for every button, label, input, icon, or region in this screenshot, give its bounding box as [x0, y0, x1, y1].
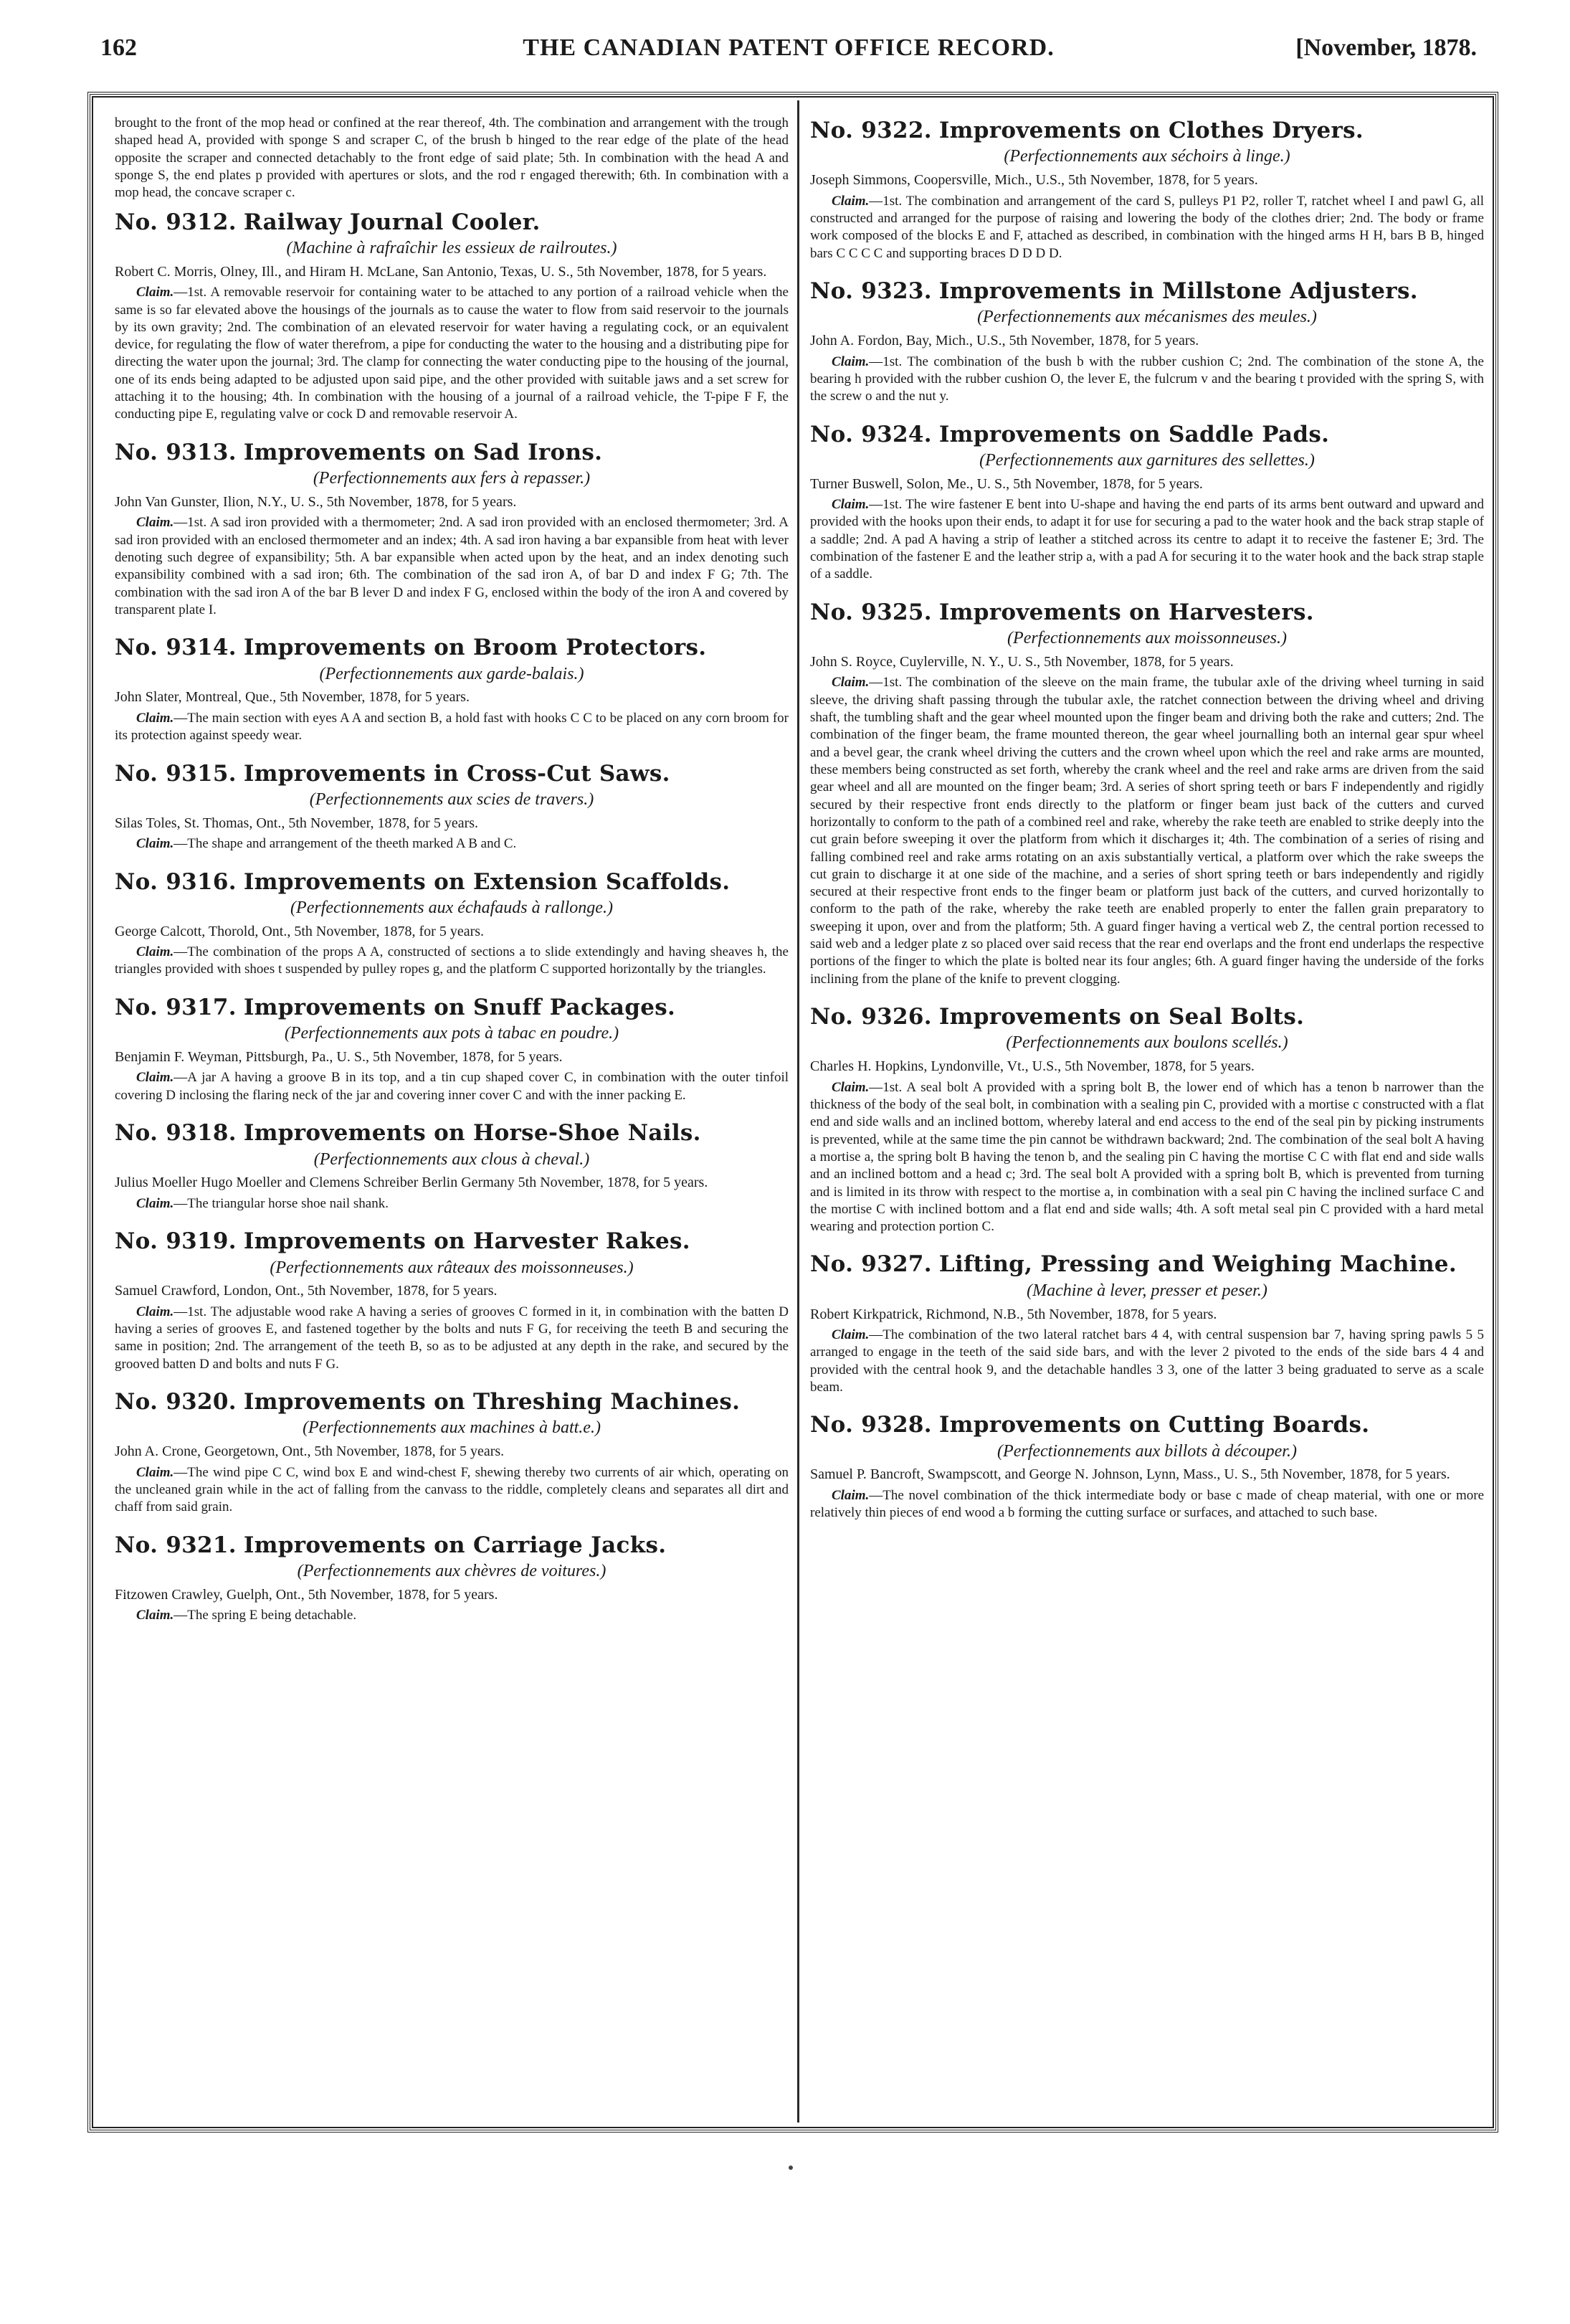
patent-title-text: Improvements on Broom Protectors. — [243, 635, 707, 661]
patent-claim — [810, 1327, 1484, 1396]
patent-claim — [115, 944, 789, 979]
patent-number: No. 9318. — [115, 1120, 237, 1147]
claim-label: Claim. — [832, 497, 870, 513]
patent-entry — [115, 636, 789, 744]
publication-title: THE CANADIAN PATENT OFFICE RECORD. — [523, 34, 1055, 61]
left-column — [115, 115, 789, 2108]
patent-inventor: Charles H. Hopkins, Lyndonville, Vt., U.S., 5th November, 1878, for 5 years. — [810, 1058, 1255, 1075]
patent-french-title: (Perfectionnements aux pots à tabac en poudre.) — [284, 1024, 619, 1043]
patent-title-text: Improvements in Cross-Cut Saws. — [243, 760, 670, 787]
footer-mark — [789, 2166, 793, 2170]
patent-number: No. 9323. — [810, 278, 932, 304]
claim-label: Claim. — [136, 1070, 174, 1086]
patent-title-text: Improvements on Sad Irons. — [243, 439, 603, 465]
patent-number: No. 9315. — [115, 760, 237, 787]
patent-claim — [115, 710, 789, 745]
right-column — [810, 115, 1484, 2108]
patent-inventor: John A. Crone, Georgetown, Ont., 5th November, 1878, for 5 years. — [115, 1443, 505, 1459]
patent-title — [810, 423, 1484, 447]
patent-inventor: Robert C. Morris, Olney, Ill., and Hiram H. McLane, San Antonio, Texas, U. S., 5th November, 1878, for 5 years. — [115, 263, 767, 280]
patent-title — [115, 636, 789, 660]
claim-text: —1st. A sad iron provided with a thermometer; 2nd. A sad iron provided with an enclosed thermometer; 3rd. A sad iron provided with an enclosed thermometer and an index; 4th. A sad iron having a bar expansible from heat with lever denoting such degree of expansibility; 5th. A bar expansible when acted upon by the heat, and an index denoting such expansibility combined with a sad iron; 6th. The combination of the sad iron A, of bar D and index F G; 7th. The combination with the sad iron A of the bar B lever D and index F G, enclosed within the body of the iron A and covered by transparent plate I. — [115, 515, 789, 617]
patent-title-text: Improvements on Seal Bolts. — [938, 1004, 1305, 1030]
patent-number: No. 9314. — [115, 635, 237, 661]
patent-inventor: Benjamin F. Weyman, Pittsburgh, Pa., U. S., 5th November, 1878, for 5 years. — [115, 1048, 563, 1065]
patent-title-text: Improvements on Harvesters. — [938, 599, 1314, 625]
patent-title-text: Improvements on Harvester Rakes. — [243, 1228, 690, 1255]
patent-claim — [115, 514, 789, 619]
claim-label: Claim. — [832, 1488, 870, 1504]
patent-inventor: John Slater, Montreal, Que., 5th November, 1878, for 5 years. — [115, 689, 470, 706]
patent-title-text: Improvements on Extension Scaffolds. — [243, 868, 731, 895]
patent-inventor: Robert Kirkpatrick, Richmond, N.B., 5th November, 1878, for 5 years. — [810, 1306, 1217, 1322]
patent-title — [115, 762, 789, 786]
claim-text: —1st. The combination and arrangement of the card S, pulleys P1 P2, roller T, ratchet wheel I and pawl G, all constructed and arranged for the purpose of raising and lowering the body of the clothes drier; 2nd. The body or frame work composed of the blocks E and F, attached as described, in combination with the hinged arms H H, bars B B, hinged bars C C C C and supporting braces D D D D. — [810, 193, 1484, 261]
patent-title — [115, 996, 789, 1020]
claim-text: —The spring E being detachable. — [173, 1608, 357, 1623]
patent-number: No. 9324. — [810, 421, 932, 447]
patent-claim — [115, 1195, 789, 1213]
patent-inventor: Silas Toles, St. Thomas, Ont., 5th November, 1878, for 5 years. — [115, 815, 479, 831]
patent-french-title: (Perfectionnements aux garde-balais.) — [319, 664, 584, 683]
patent-title — [115, 868, 789, 895]
patent-entry — [115, 441, 789, 620]
patent-title-text: Improvements in Millstone Adjusters. — [938, 278, 1418, 304]
patent-title-text: Improvements on Snuff Packages. — [243, 994, 676, 1020]
patent-entry — [115, 868, 789, 979]
patent-french-title: (Machine à rafraîchir les essieux de railroutes.) — [286, 239, 617, 258]
claim-text: —1st. The adjustable wood rake A having a series of grooves C formed in it, in combination with the batten D having a series of grooves E, and fastened together by the bolts and nuts F G, for receiving the teeth B and securing the same in position; 2nd. The arrangement of the teeth B, so as to be adjusted at any depth in the rake, and secured by the grooved batten D and bolts and nuts F G. — [115, 1304, 789, 1372]
claim-label: Claim. — [136, 1304, 174, 1319]
patent-inventor: Samuel P. Bancroft, Swampscott, and George N. Johnson, Lynn, Mass., U. S., 5th November, 1878, for 5 years. — [810, 1466, 1450, 1483]
claim-label: Claim. — [136, 515, 174, 531]
patent-entry — [115, 1534, 789, 1625]
patent-entry — [115, 762, 789, 853]
patent-entry — [810, 1005, 1484, 1235]
claim-label: Claim. — [136, 836, 174, 852]
patent-number: No. 9325. — [810, 599, 932, 625]
claim-text: —1st. The combination of the bush b with the rubber cushion C; 2nd. The combination of the stone A, the bearing h provided with the rubber cushion O, the lever E, the fulcrum v and the bearing t provided with the spring S, with the screw o and the nut y. — [810, 354, 1484, 404]
patent-number: No. 9327. — [810, 1251, 932, 1278]
claim-text: —The combination of the props A A, constructed of sections a to slide extendingly and having sheaves h, the triangles provided with shoes t suspended by pulley ropes g, and the platform C supported horizontally by the triangles. — [115, 944, 789, 977]
patent-entry — [810, 1413, 1484, 1522]
patent-number: No. 9312. — [115, 209, 237, 235]
patent-title-text: Improvements on Clothes Dryers. — [938, 118, 1364, 143]
patent-entry — [810, 601, 1484, 988]
patent-claim — [810, 674, 1484, 988]
claim-text: —The triangular horse shoe nail shank. — [173, 1195, 389, 1211]
patent-claim — [115, 1607, 789, 1624]
patent-title — [810, 1005, 1484, 1029]
patent-claim — [115, 1304, 789, 1373]
patent-title — [115, 1390, 789, 1414]
patent-inventor: Julius Moeller Hugo Moeller and Clemens Schreiber Berlin Germany 5th November, 1878, for 5 years. — [115, 1175, 708, 1191]
patent-inventor: Joseph Simmons, Coopersville, Mich., U.S., 5th November, 1878, for 5 years. — [810, 172, 1258, 189]
patent-french-title: (Perfectionnements aux mécanismes des meules.) — [977, 308, 1317, 327]
patent-french-title: (Perfectionnements aux râteaux des moissonneuses.) — [270, 1258, 634, 1277]
claim-label: Claim. — [832, 1079, 870, 1095]
patent-number: No. 9316. — [115, 868, 237, 895]
patent-title — [810, 1253, 1484, 1276]
patent-inventor: John Van Gunster, Ilion, N.Y., U. S., 5th November, 1878, for 5 years. — [115, 493, 517, 510]
patent-claim — [810, 1079, 1484, 1236]
patent-title-text: Improvements on Horse-Shoe Nails. — [243, 1120, 701, 1147]
claim-text: —A jar A having a groove B in its top, and a tin cup shaped cover C, in combination with the outer tinfoil covering D inclosing the flaring neck of the jar and covering inner cover C and with the inner packing E. — [115, 1070, 789, 1103]
patent-french-title: (Perfectionnements aux fers à repasser.) — [313, 469, 591, 488]
patent-inventor: Turner Buswell, Solon, Me., U. S., 5th November, 1878, for 5 years. — [810, 475, 1203, 492]
patent-title-text: Improvements on Threshing Machines. — [243, 1388, 741, 1415]
page-number: 162 — [100, 34, 137, 61]
claim-label: Claim. — [136, 944, 174, 960]
patent-claim — [115, 1069, 789, 1104]
patent-entry — [810, 119, 1484, 262]
patent-entry — [115, 1390, 789, 1517]
patent-title — [115, 441, 789, 465]
patent-title — [810, 1413, 1484, 1437]
patent-claim — [810, 354, 1484, 406]
claim-text: —The shape and arrangement of the theeth marked A B and C. — [173, 836, 517, 852]
issue-date: [November, 1878. — [1295, 34, 1477, 61]
patent-title — [115, 1534, 789, 1557]
patent-title — [810, 280, 1484, 303]
patent-claim — [115, 1464, 789, 1517]
claim-text: —1st. The combination of the sleeve on the main frame, the tubular axle of the driving wheel turning in said sleeve, the driving shaft passing through the tubular axle, the ratchet connection between the driving wheel and driving shaft, the tumbling shaft and the gear wheel mounted upon the finger beam and driving both the rake and cutters; 2nd. The combination of the finger beam, the frame mounted thereon, the gear wheel journalling both an internal gear spur wheel and a bevel gear, the crank wheel driving the cutters and the crown wheel upon which the reel and rake arms are mounted, these members being constructed as set forth, whereby the crank wheel and the reel and rake arms are driven from the said gear wheel and all are mounted on the finger beam; 3rd. A series of short spring teeth or bars F independently and rigidly secured by their respective front ends directly to the platform or finger beam just back of the cutters and curved horizontally to conform to the path of a combined reel and rake, whereby the rake teeth are enabled to strike deeply into the cut grain before sweeping it over the platform from which it discharges it; 4th. The combination of a series of rising and falling combined reel and rake arms rotating on an axis substantially vertical, a platform over which the rake sweeps the cut grain to discharge it at one side of the machine, and a series of short spring teeth or bars independently and rigidly secured at their respective front ends to the finger beam or platform just back of the cutters, and curved horizontally to conform to the path of the rake, whereby the rake teeth are enabled properly to enter the fallen grain preparatory to sweeping it upon, over and from the platform; 5th. A guard finger having a vertical web Z, the central portion recessed to said web and a ledger plate z so placed over said recess that the rear end overlaps and the front end underlaps the respective portions of the finger to which the plate is bolted near its four angles; 6th. A guard finger having the underside of the forks inclining from the plane of the knife to prevent clogging. — [810, 675, 1484, 987]
patent-claim — [810, 1487, 1484, 1522]
patent-title — [115, 1121, 789, 1145]
claim-label: Claim. — [832, 1327, 870, 1343]
claim-text: —The combination of the two lateral ratchet bars 4 4, with central suspension bar 7, having spring pawls 5 5 arranged to engage in the teeth of the said side bars, and with the lever 2 pivoted to the ends of the side bars 4 4 and provided with the central hook 9, and the detachable handles 3 3, one of the latter 3 being graduated to serve as a scale beam. — [810, 1327, 1484, 1395]
patent-french-title: (Perfectionnements aux billots à découper.) — [997, 1441, 1297, 1461]
patent-inventor: John S. Royce, Cuylerville, N. Y., U. S., 5th November, 1878, for 5 years. — [810, 653, 1234, 670]
patent-number: No. 9328. — [810, 1412, 932, 1438]
patent-entry — [115, 1121, 789, 1213]
patent-french-title: (Perfectionnements aux chèvres de voitures.) — [297, 1562, 606, 1580]
page-header — [100, 34, 1477, 80]
claim-label: Claim. — [136, 1608, 174, 1623]
claim-label: Claim. — [136, 710, 174, 726]
patent-french-title: (Perfectionnements aux garnitures des sellettes.) — [979, 450, 1315, 470]
claim-text: —1st. The wire fastener E bent into U-shape and having the end parts of its arms bent outward and upward and provided with the hooks upon their ends, to adapt it for use for securing a pad to the water hook and the back strap staple of a saddle; 2nd. A pad A having a strip of leather a stitched across its centre to adapt it to receive the fastener E; 3rd. The combination of the fastener E and the leather strip a, with a pad A for securing it to the water hook and the back strap staple of a saddle. — [810, 497, 1484, 582]
column-divider — [797, 100, 799, 2123]
patent-number: No. 9326. — [810, 1004, 932, 1030]
patent-title — [115, 1230, 789, 1253]
patent-title — [810, 601, 1484, 625]
claim-label: Claim. — [832, 193, 870, 209]
patent-inventor: Samuel Crawford, London, Ont., 5th November, 1878, for 5 years. — [115, 1283, 498, 1299]
claim-text: —1st. A seal bolt A provided with a spring bolt B, the lower end of which has a tenon b narrower than the thickness of the body of the seal bolt, in combination with a sealing pin C, provided with a mortise c constructed with a flat end and side walls and an inclined bottom, whereby lateral and end access to the end of the seal pin by picking instruments is prevented, while at the same time the pin cannot be withdrawn backward; 2nd. The combination of the seal bolt A having a mortise a, the spring bolt B having the tenon b, and the sealing pin C having the mortise C C with flat end and side walls and an inclined bottom and a head c; 3rd. The seal bolt A provided with a spring bolt B, which is prevented from turning and is limited in its throw with respect to the mortise a, in combination with a seal pin C having the inclined surface C and the mortise C with inclined bottom and a flat end and side walls; 4th. A soft metal seal pin C provided with a hard metal wearing and protection portion C. — [810, 1079, 1484, 1235]
patent-inventor: Fitzowen Crawley, Guelph, Ont., 5th November, 1878, for 5 years. — [115, 1586, 498, 1603]
patent-number: No. 9317. — [115, 994, 237, 1020]
patent-inventor: George Calcott, Thorold, Ont., 5th November, 1878, for 5 years. — [115, 923, 485, 939]
patent-french-title: (Perfectionnements aux boulons scellés.) — [1006, 1033, 1288, 1053]
patent-claim — [115, 835, 789, 853]
patent-title — [115, 211, 789, 234]
patent-number: No. 9322. — [810, 118, 932, 143]
patent-title-text: Improvements on Saddle Pads. — [938, 421, 1330, 447]
patent-entry — [810, 1253, 1484, 1396]
patent-french-title: (Perfectionnements aux clous à cheval.) — [313, 1149, 590, 1169]
patent-title — [810, 119, 1484, 143]
claim-label: Claim. — [136, 1464, 174, 1480]
patent-french-title: (Perfectionnements aux séchoirs à linge.) — [1004, 147, 1290, 166]
patent-french-title: (Machine à lever, presser et peser.) — [1027, 1281, 1267, 1300]
patent-french-title: (Perfectionnements aux moissonneuses.) — [1007, 629, 1287, 648]
patent-title-text: Improvements on Carriage Jacks. — [243, 1532, 667, 1558]
patent-claim — [810, 193, 1484, 262]
patent-title-text: Lifting, Pressing and Weighing Machine. — [938, 1251, 1457, 1278]
patent-french-title: (Perfectionnements aux scies de travers.) — [309, 790, 594, 809]
patent-number: No. 9313. — [115, 439, 237, 465]
patent-claim — [810, 496, 1484, 584]
claim-text: —The novel combination of the thick intermediate body or base c made of cheap material, with one or more relatively thin pieces of end wood a b forming the cutting surface or surfaces, and attached to such base. — [810, 1488, 1484, 1521]
patent-claim — [115, 284, 789, 424]
claim-label: Claim. — [136, 285, 174, 300]
patent-title-text: Improvements on Cutting Boards. — [938, 1412, 1370, 1438]
patent-entry — [115, 211, 789, 424]
patent-entry — [115, 996, 789, 1104]
claim-text: —1st. A removable reservoir for containing water to be attached to any portion of a railroad vehicle when the same is so far elevated above the housings of the journals as to cause the water to flow from said reservoir to the journals by its own gravity; 2nd. The combination of an elevated reservoir for water having a regulating cock, or an equivalent device, for regulating the flow of water therefrom, a pipe for conducting the water to the housing and a distributing pipe for directing the water upon the journal; 3rd. The clamp for connecting the water conducting pipe to the housing of the journal, one of its ends being adapted to be adjusted upon said pipe, and the other provided with suitable jaws and a set screw for attaching it to the housing; 4th. In combination with the housing of a journal of a railroad vehicle, the T-pipe F F, the conducting pipe E, regulating valve or cock D and removable reservoir A. — [115, 285, 789, 422]
patent-inventor: John A. Fordon, Bay, Mich., U.S., 5th November, 1878, for 5 years. — [810, 332, 1199, 348]
claim-label: Claim. — [136, 1195, 174, 1211]
claim-label: Claim. — [832, 354, 870, 369]
patent-entry — [810, 423, 1484, 584]
patent-number: No. 9320. — [115, 1388, 237, 1415]
continued-text: brought to the front of the mop head or confined at the rear thereof, 4th. The combination and arrangement with the trough shaped head A, provided with sponge S and scraper C, of the brush b hinged to the rear edge of the plate of the head opposite the scraper and connected detachably to the front edge of said plate; 5th. In combination with the head A and sponge S, the end plates p provided with apertures or slots, and the rod r engaged therewith; 6th. In combination with a mop head, the concave scraper c. — [115, 115, 789, 201]
patent-french-title: (Perfectionnements aux machines à batt.e.) — [303, 1418, 601, 1438]
patent-entry — [115, 1230, 789, 1373]
claim-text: —The main section with eyes A A and section B, a hold fast with hooks C C to be placed on any corn broom for its protection against speedy wear. — [115, 710, 789, 744]
claim-label: Claim. — [832, 675, 870, 691]
patent-number: No. 9319. — [115, 1228, 237, 1255]
patent-entry — [810, 280, 1484, 406]
patent-french-title: (Perfectionnements aux échafauds à rallonge.) — [290, 898, 613, 917]
patent-title-text: Railway Journal Cooler. — [243, 209, 541, 235]
claim-text: —The wind pipe C C, wind box E and wind-chest F, shewing thereby two currents of air which, operating on the uncleaned grain while in the act of falling from the canvass to the riddle, completely cleans and separates all dirt and chaff from said grain. — [115, 1464, 789, 1515]
patent-number: No. 9321. — [115, 1532, 237, 1558]
